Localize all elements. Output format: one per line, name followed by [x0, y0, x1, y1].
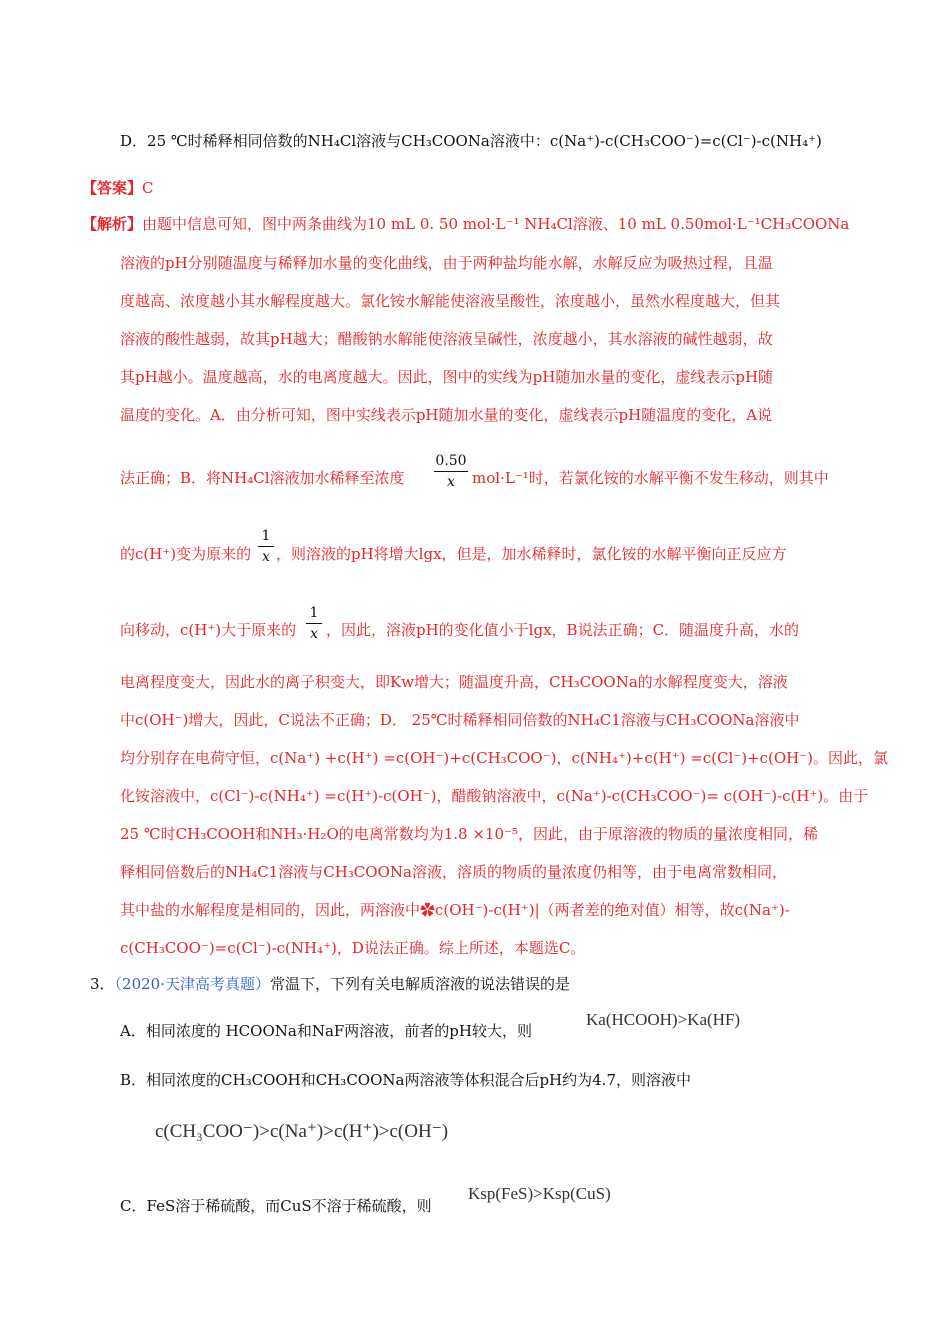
- analysis-line-8b: ，则溶液的pH将增大lgx，但是，加水稀释时，氯化铵的水解平衡向正反应方: [276, 545, 787, 563]
- option-b-text: B．相同浓度的CH₃COOH和CH₃COONa两溶液等体积混合后pH约为4.7，则溶液中: [120, 1071, 691, 1089]
- analysis-line-10: 电离程度变大，因此水的离子积变大，即Kw增大；随温度升高，CH₃COONa的水解程度变大，溶液: [120, 673, 788, 691]
- analysis-line-16: 其中盐的水解程度是相同的，因此，两溶液中✿c(OH⁻)-c(H⁺)|（两者差的绝对值）相等，故c(Na⁺)-: [120, 901, 790, 919]
- analysis-line-4: 溶液的酸性越弱，故其pH越大；醋酸钠水解能使溶液呈碱性，浓度越小，其水溶液的碱性越弱，故: [120, 330, 773, 348]
- question-source: （2020·天津高考真题）: [114, 975, 270, 993]
- fraction-1-over-x-a: 1 x: [258, 527, 274, 566]
- analysis-line-13: 化铵溶液中，c(Cl⁻)-c(NH₄⁺) =c(H⁺)-c(OH⁻)，醋酸钠溶液中，c(Na⁺)-c(CH₃COO⁻)= c(OH⁻)-c(H⁺)。由于: [120, 787, 869, 805]
- analysis-line-9a: 向移动，c(H⁺)大于原来的: [120, 621, 297, 639]
- option-b-math: c(CH₃COO⁻)>c(Na⁺)>c(H⁺)>c(OH⁻): [155, 1121, 449, 1142]
- option-d-previous: D．25 ℃时稀释相同倍数的NH₄Cl溶液与CH₃COONa溶液中：c(Na⁺)-c(CH₃COO⁻)=c(Cl⁻)-c(NH₄⁺): [120, 132, 822, 150]
- answer-line: [82, 178, 154, 198]
- analysis-line-14: 25 ℃时CH₃COOH和NH₃·H₂O的电离常数均为1.8 ×10⁻⁵，因此，由于原溶液的物质的量浓度相同，稀: [120, 825, 818, 843]
- analysis-line-2: 溶液的pH分别随温度与稀释加水量的变化曲线，由于两种盐均能水解，水解反应为吸热过程，且温: [120, 254, 773, 272]
- fraction-050-over-x: 0.50 x: [435, 453, 467, 490]
- question-3-stem: [90, 974, 570, 994]
- analysis-line-17: c(CH₃COO⁻)=c(Cl⁻)-c(NH₄⁺)，D说法正确。综上所述，本题选C。: [120, 939, 586, 957]
- analysis-line-5: 其pH越小。温度越高，水的电离度越大。因此，图中的实线为pH随加水量的变化，虚线表示pH随: [120, 368, 774, 386]
- option-c-math: Ksp(FeS)>Ksp(CuS): [468, 1184, 611, 1203]
- answer-value: C: [142, 179, 154, 197]
- answer-label: 【答案】: [82, 179, 143, 197]
- question-stem: 常温下，下列有关电解质溶液的说法错误的是: [270, 975, 571, 993]
- analysis-line-1: 【解析】由题中信息可知，图中两条曲线为10 mL 0. 50 mol·L⁻¹ NH₄Cl溶液、10 mL 0.50mol·L⁻¹CH₃COONa: [82, 215, 850, 233]
- analysis-line-9b: ，因此，溶液pH的变化值小于lgx，B说法正确；C．随温度升高，水的: [326, 621, 800, 639]
- analysis-line-7a: 法正确；B．将NH₄Cl溶液加水稀释至浓度: [120, 469, 405, 487]
- option-a-math: Ka(HCOOH)>Ka(HF): [586, 1010, 741, 1029]
- analysis-line-6: 温度的变化。A．由分析可知，图中实线表示pH随加水量的变化，虚线表示pH随温度的变化，A说: [120, 406, 773, 424]
- option-a-text: A．相同浓度的 HCOONa和NaF两溶液，前者的pH较大，则: [120, 1022, 532, 1040]
- option-c-text: C．FeS溶于稀硫酸，而CuS不溶于稀硫酸，则: [120, 1197, 432, 1215]
- analysis-line-8a: 的c(H⁺)变为原来的: [120, 545, 252, 563]
- analysis-line-7b: mol·L⁻¹时，若氯化铵的水解平衡不发生移动，则其中: [472, 469, 829, 487]
- question-number: 3．: [90, 975, 115, 993]
- analysis-line-11: 中c(OH⁻)增大，因此，C说法不正确；D． 25℃时稀释相同倍数的NH₄C1溶液与CH₃COONa溶液中: [120, 711, 800, 729]
- analysis-line-15: 释相同倍数后的NH₄C1溶液与CH₃COONa溶液，溶质的物质的量浓度仍相等，由于电离常数相同，: [120, 863, 787, 881]
- analysis-line-12: 均分别存在电荷守恒，c(Na⁺) +c(H⁺) =c(OH⁻)+c(CH₃COO⁻)，c(NH₄⁺)+c(H⁺) =c(Cl⁻)+c(OH⁻)。因此，氯: [120, 749, 889, 767]
- fraction-1-over-x-b: 1 x: [306, 604, 322, 643]
- analysis-label: 【解析】: [82, 215, 143, 233]
- analysis-line-3: 度越高、浓度越小其水解程度越大。氯化铵水解能使溶液呈酸性，浓度越小，虽然水程度越大，但其: [120, 292, 781, 310]
